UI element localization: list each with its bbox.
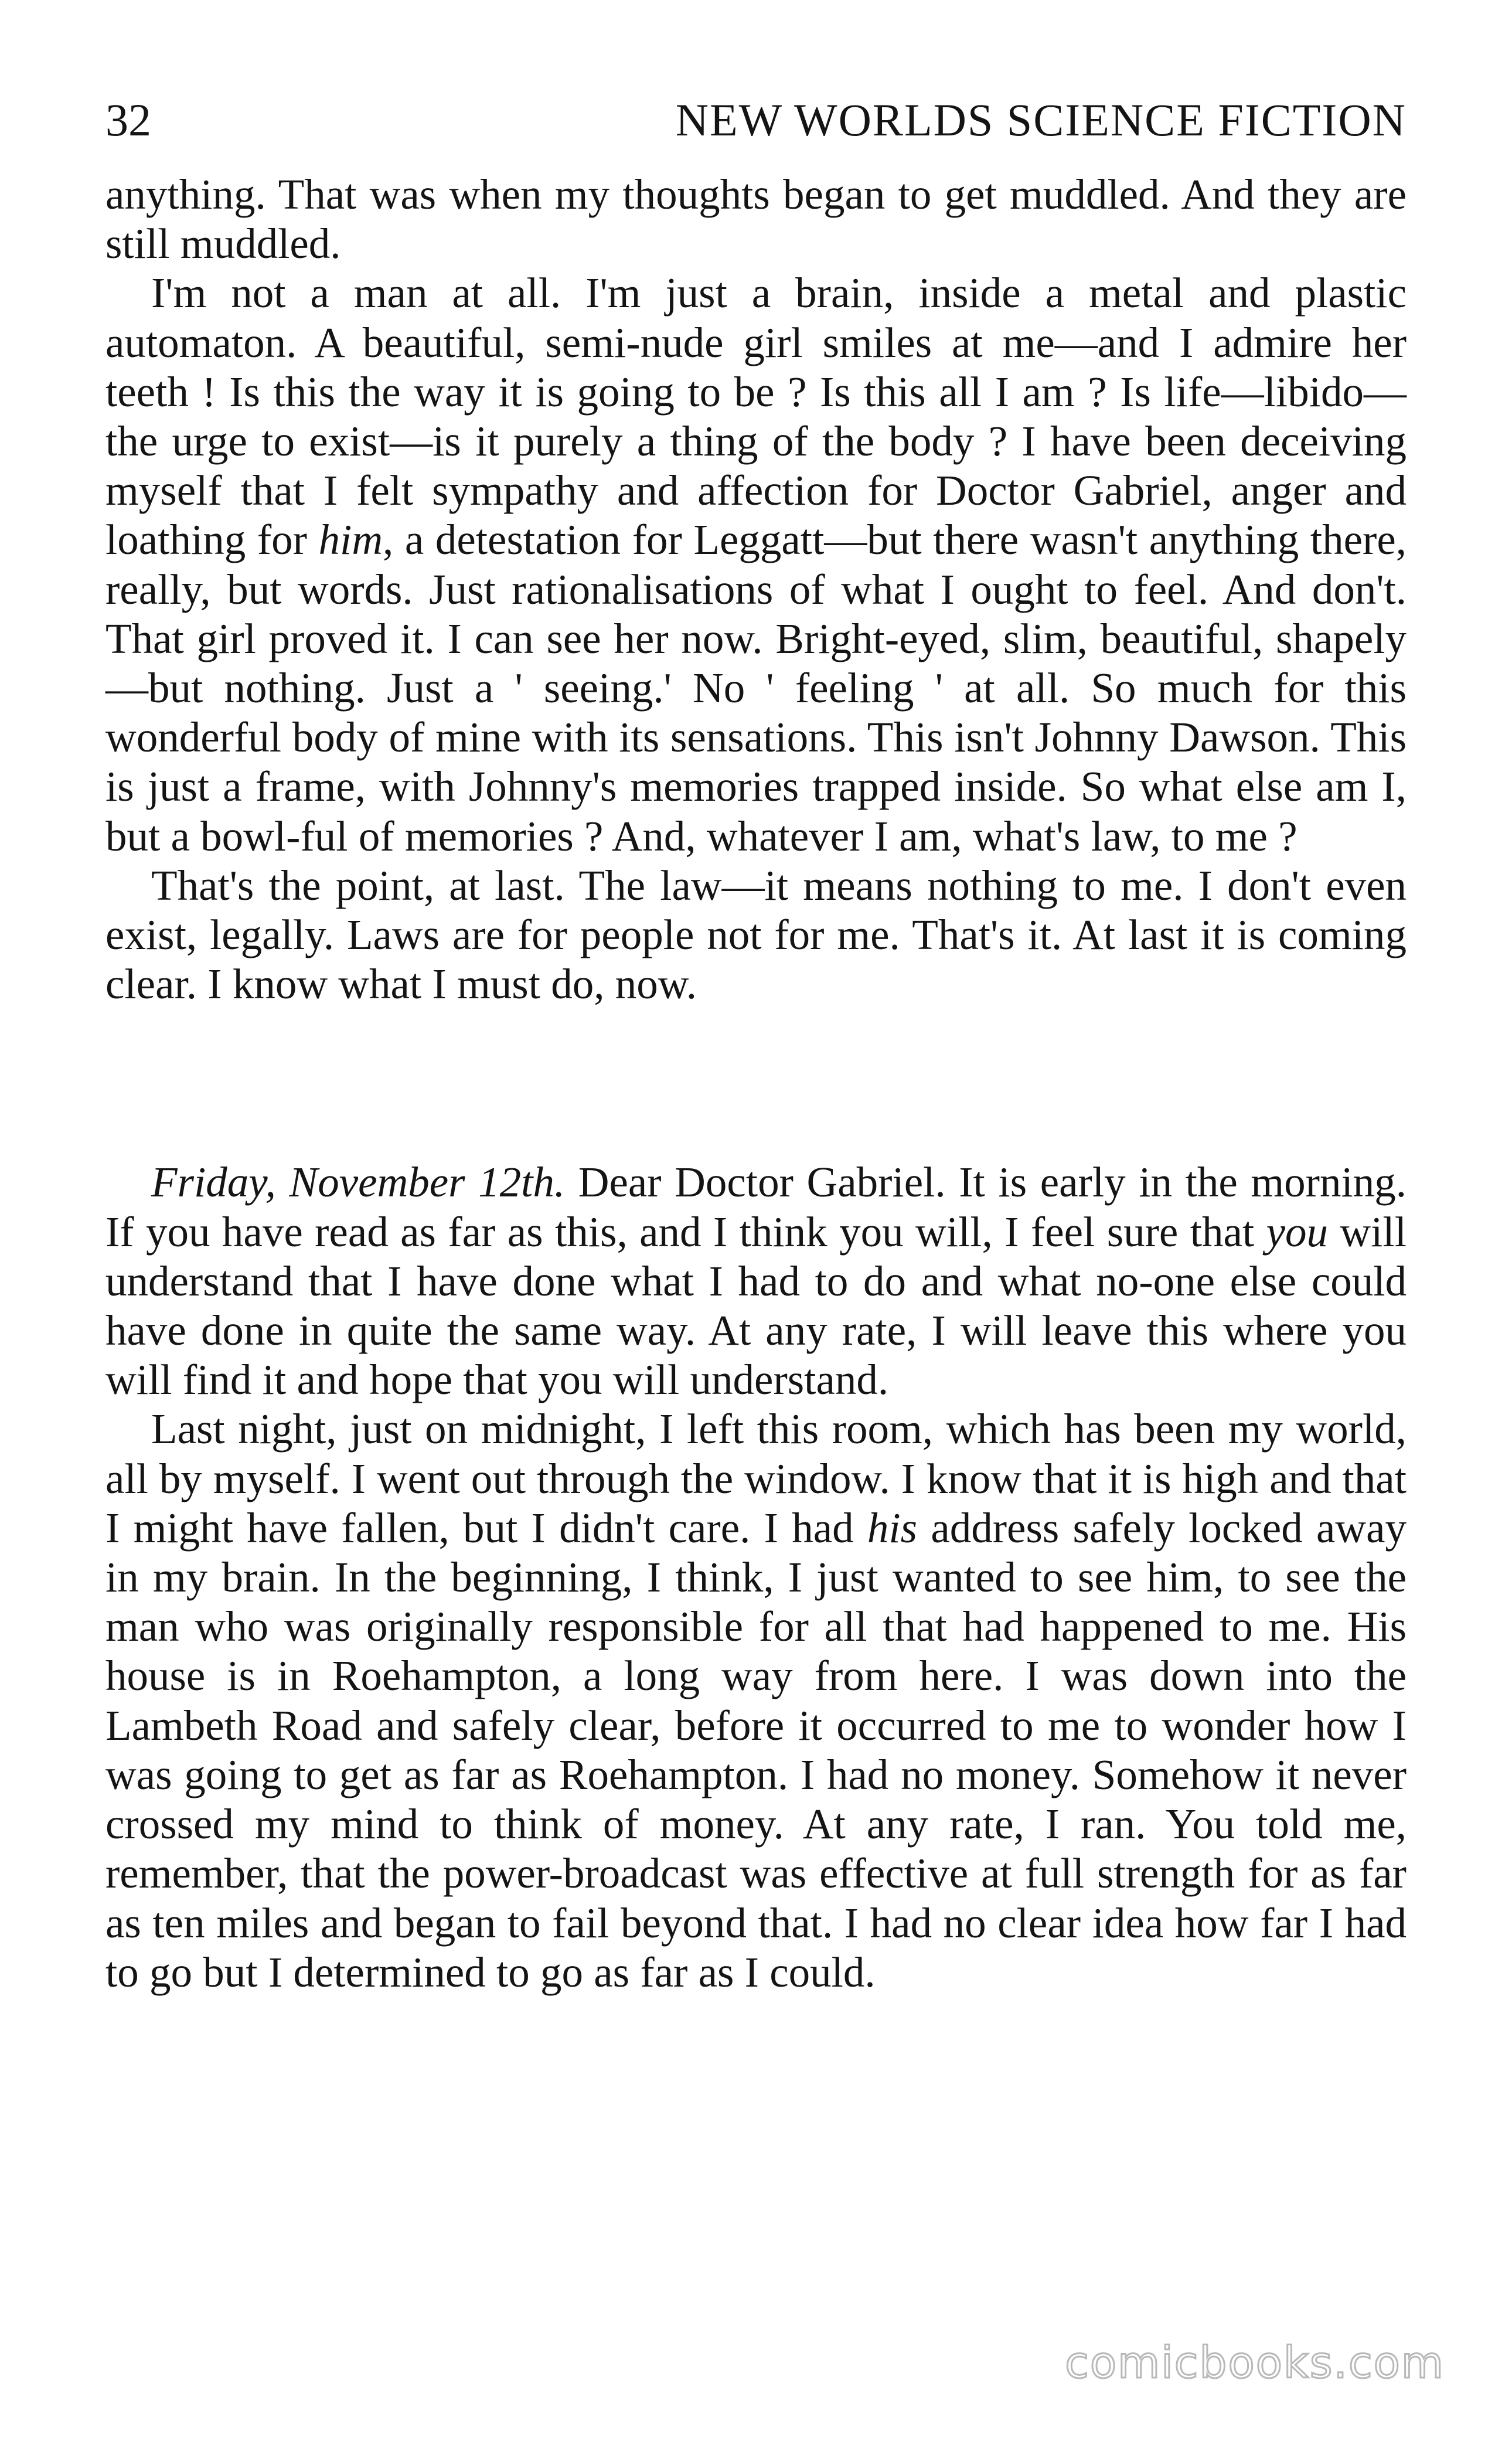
book-page [105,94,1407,2380]
paragraph-3 [105,861,1407,1009]
paragraph-4-emphasis: you [1266,1208,1329,1256]
paragraph-5-text-b: address safely locked away in my brain. In the beginning, I think, I just wanted to see him, to see the man who was originally responsible for all that had happened to me. His house is in Roehampton, a long way from here. I was down into the Lambeth Road and safely clear, before it occurred to me to wonder how I was going to get as far as Roehampton. I had no money. Somehow it never crossed my mind to think of money. At any rate, I ran. You told me, remember, that the power-broadcast was effective at full strength for as far as ten miles and began to fail beyond that. I had no clear idea how far I had to go but I determined to go as far as I could. [105,1504,1407,1996]
entry-date: Friday, November 12th. [151,1158,566,1206]
page-number: 32 [105,94,151,145]
paragraph-5-text-a: Last night, just on midnight, I left this room, which has been my world, all by myself. I went out through the window. I know that it is high and that I might have fallen, but I didn't care. I had [105,1405,1407,1552]
paragraph-2-text-a: I'm not a man at all. I'm just a brain, inside a metal and plastic automaton. A beautiful, semi-nude girl smiles at me—and I admire her teeth ! Is this the way it is going to be ? Is this all I am ? Is life—libido—the urge to exist—is it purely a thing of the body ? I have been deceiving myself that I felt sympathy and affection for Doctor Gabriel, anger and loathing for [105,269,1407,564]
paragraph-5 [105,1405,1407,1997]
paragraph-4 [105,1158,1407,1405]
paragraph-3-text: That's the point, at last. The law—it means nothing to me. I don't even exist, legally. Laws are for people not for me. That's it. At last it is coming clear. I know what I must do, now. [105,861,1407,1008]
section-break [105,1009,1407,1158]
paragraph-5-emphasis: his [867,1504,918,1552]
paragraph-1-text: anything. That was when my thoughts began to get muddled. And they are still muddled. [105,171,1407,268]
paragraph-1 [105,170,1407,268]
paragraph-2 [105,268,1407,861]
paragraph-2-emphasis: him [318,516,383,564]
publication-title: NEW WORLDS SCIENCE FICTION [675,94,1407,145]
paragraph-2-text-b: , a detestation for Leggatt—but there wasn't anything there, really, but words. Just rationalisations of what I ought to feel. And don't. That girl proved it. I can see her now. Bright-eyed, slim, beautiful, shapely—but nothing. Just a ' seeing.' No ' feeling ' at all. So much for this wonderful body of mine with its sensations. This isn't Johnny Dawson. This is just a frame, with Johnny's memories trapped inside. So what else am I, but a bowl-ful of memories ? And, whatever I am, what's law, to me ? [105,516,1407,860]
body-text [105,170,1407,1997]
running-header [105,94,1407,170]
site-watermark: comicbooks.com [1065,2338,1445,2388]
paragraph-4-text-b: will understand that I have done what I had to do and what no-one else could have done in quite the same way. At any rate, I will leave this where you will find it and hope that you will understand. [105,1208,1407,1404]
paragraph-4-text-a: Dear Doctor Gabriel. It is early in the morning. If you have read as far as this, and I think you will, I feel sure that [105,1158,1407,1256]
